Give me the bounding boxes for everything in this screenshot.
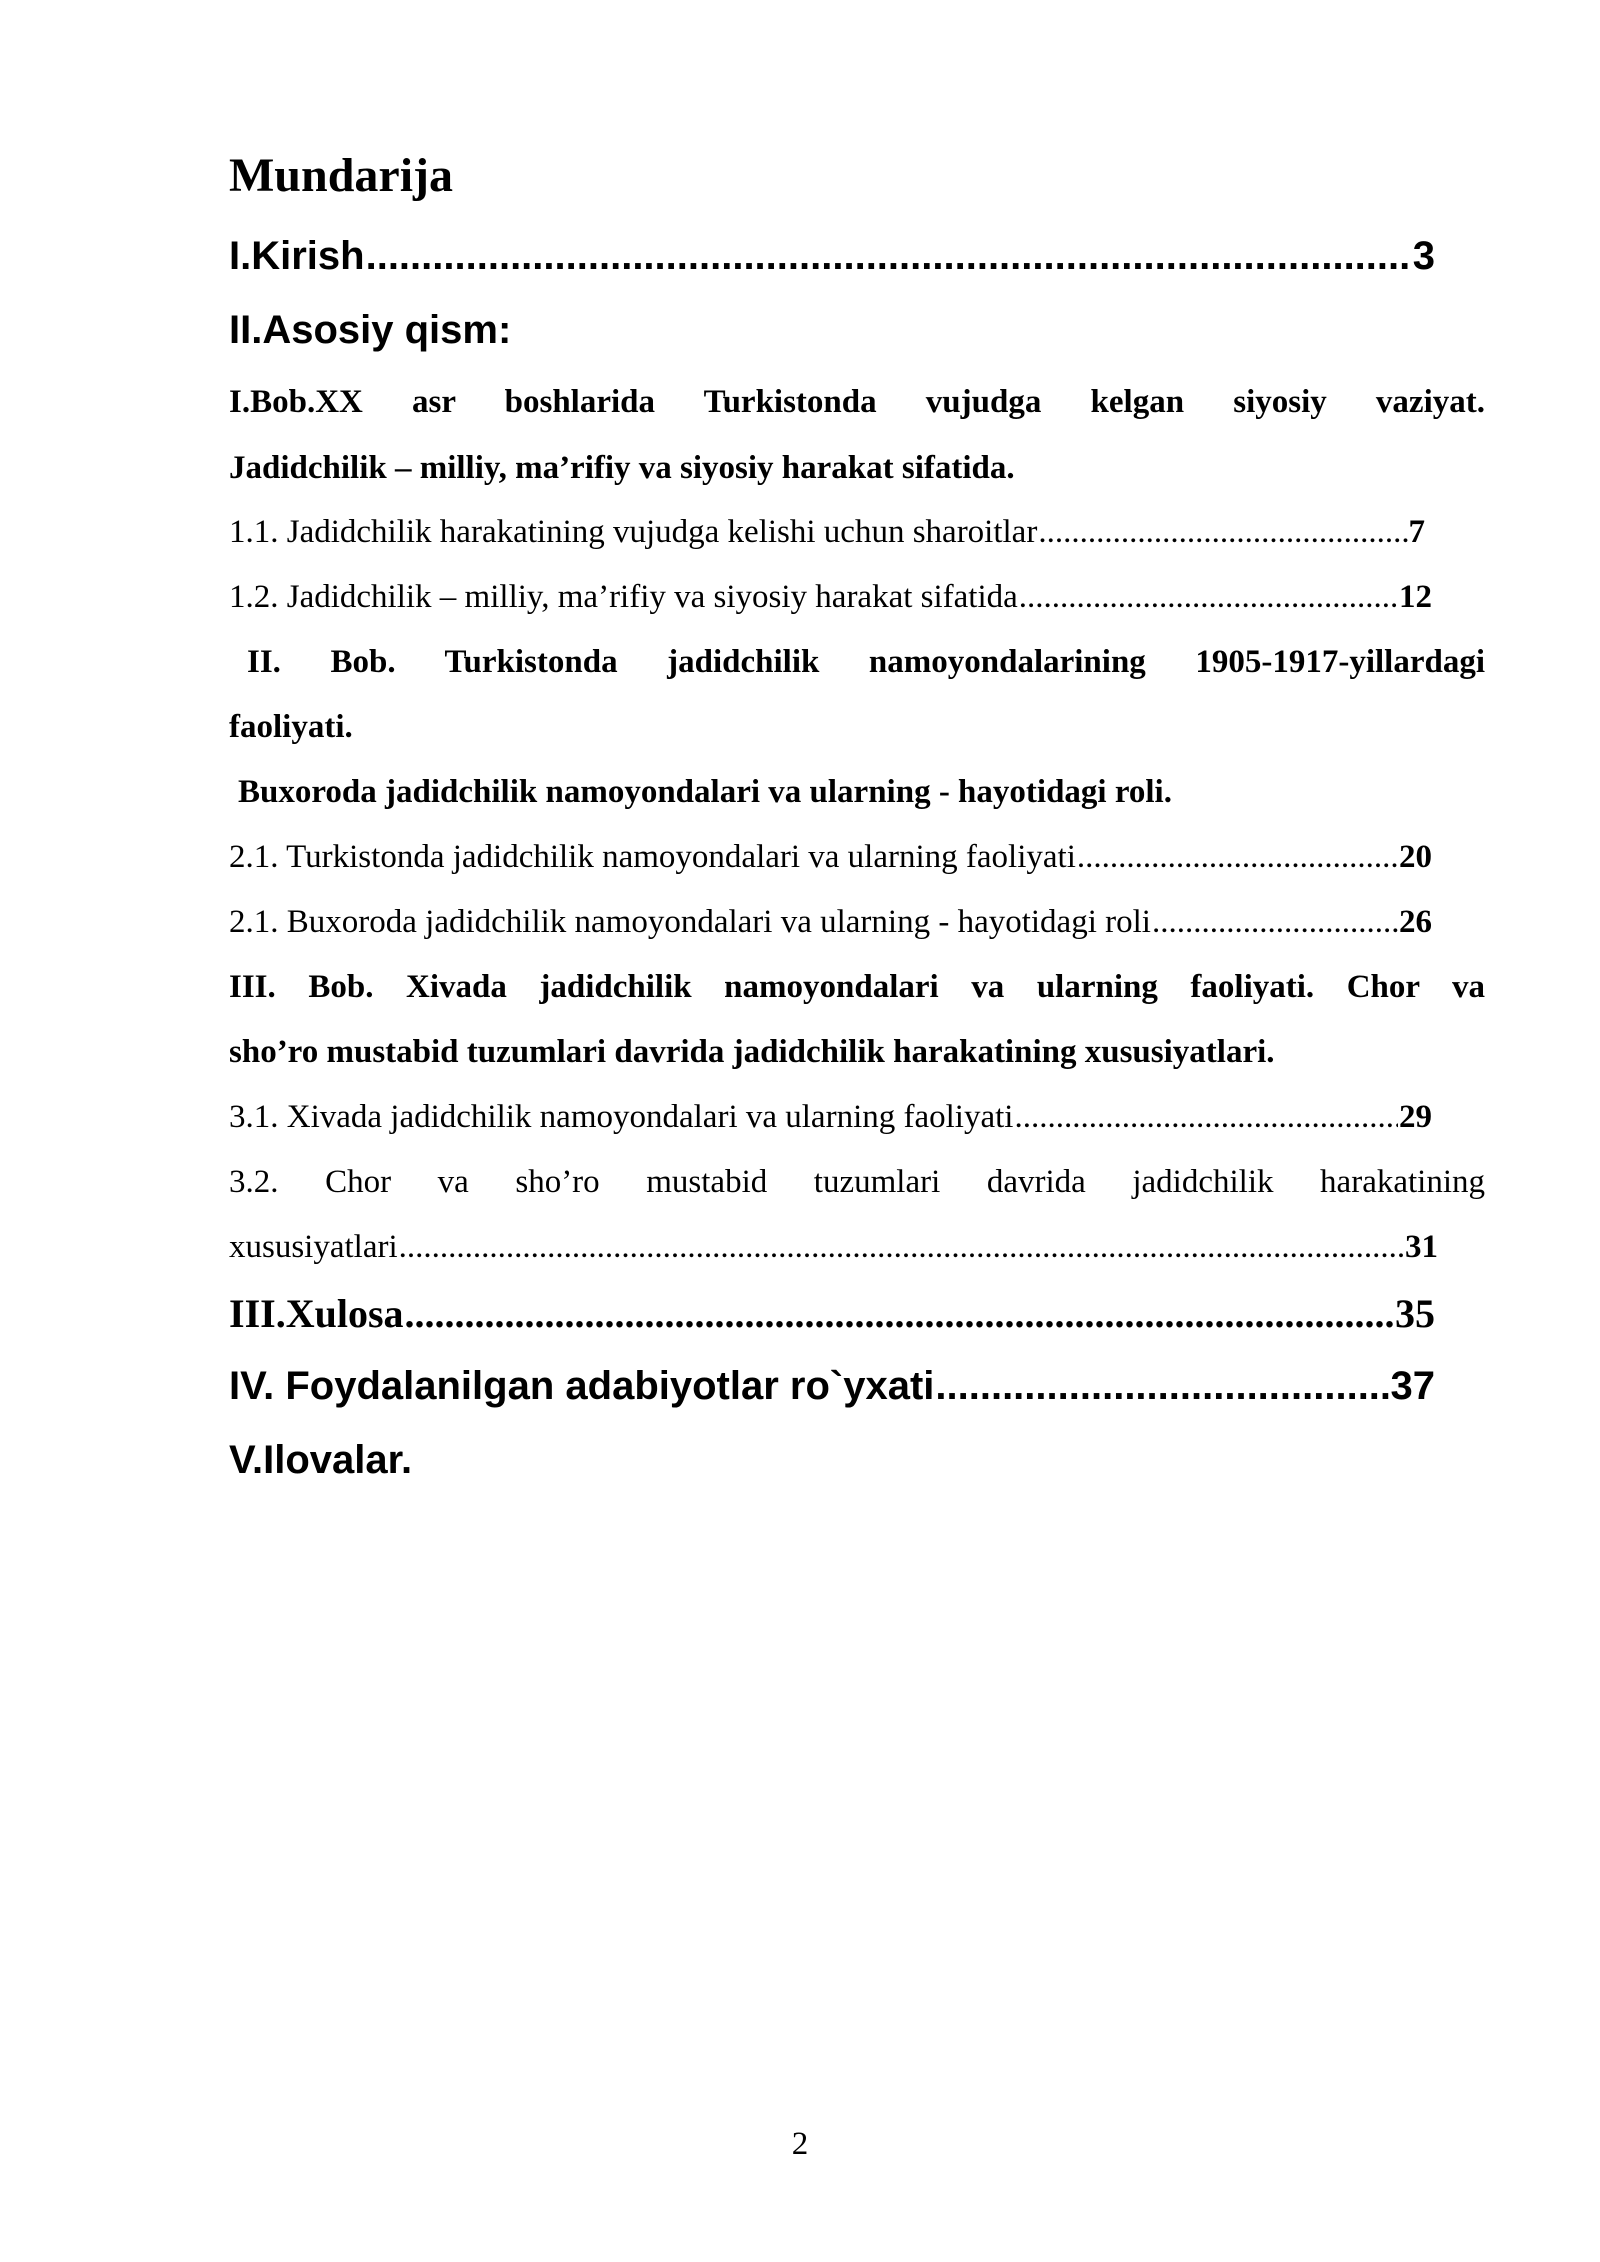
entry-label: 2.1. Buxoroda jadidchilik namoyondalari va ularning - hayotidagi roli	[229, 904, 1151, 940]
entry-label: III.Xulosa	[229, 1291, 404, 1336]
entry-label: 3.1. Xivada jadidchilik namoyondalari va ularning faoliyati	[229, 1099, 1014, 1135]
dot-leader	[405, 1290, 1394, 1337]
dot-leader	[1038, 514, 1407, 551]
entry-page: 29	[1399, 1099, 1432, 1135]
entry-label: 2.1. Turkistonda jadidchilik namoyondalari va ularning faoliyati	[229, 839, 1076, 875]
entry-label: 1.2. Jadidchilik – milliy, ma’rifiy va siyosiy harakat sifatida	[229, 579, 1018, 615]
chapter-2-title-line1: II. Bob. Turkistonda jadidchilik namoyondalarining 1905-1917-yillardagi	[247, 644, 1485, 680]
dot-leader	[935, 1364, 1389, 1409]
chapter-2-title-line3: Buxoroda jadidchilik namoyondalari va ularning - hayotidagi roli.	[238, 774, 1172, 810]
dot-leader	[1077, 839, 1398, 876]
chapter-3-title-line1: III. Bob. Xivada jadidchilik namoyondalari va ularning faoliyati. Chor va	[229, 969, 1485, 1005]
entry-page: 3	[1412, 234, 1435, 278]
entry-page: 20	[1399, 839, 1432, 875]
chapter-2-title-line2: faoliyati.	[229, 709, 353, 745]
entry-page: 31	[1405, 1229, 1438, 1265]
dot-leader	[366, 234, 1412, 279]
chapter-1-title-line2: Jadidchilik – milliy, ma’rifiy va siyosiy harakat sifatida.	[229, 450, 1015, 486]
toc-entry-1-2[interactable]	[229, 579, 1432, 616]
toc-entry-2-2[interactable]	[229, 904, 1432, 941]
dot-leader	[1152, 904, 1398, 941]
entry-page: 12	[1399, 579, 1432, 615]
chapter-3-title-line2: sho’ro mustabid tuzumlari davrida jadidchilik harakatining xususiyatlari.	[229, 1034, 1275, 1070]
toc-entry-2-1[interactable]	[229, 839, 1432, 876]
dot-leader	[399, 1229, 1404, 1266]
toc-title: Mundarija	[229, 149, 454, 202]
toc-entry-3-1[interactable]	[229, 1099, 1432, 1136]
dot-leader	[1019, 579, 1398, 616]
toc-entry-xulosa[interactable]	[229, 1290, 1435, 1337]
toc-entry-kirish[interactable]	[229, 234, 1435, 279]
toc-entry-adabiyotlar[interactable]	[229, 1364, 1435, 1409]
chapter-1-title-line1: I.Bob.XX asr boshlarida Turkistonda vujudga kelgan siyosiy vaziyat.	[229, 384, 1485, 420]
toc-entry-3-2-line1[interactable]: 3.2. Chor va sho’ro mustabid tuzumlari davrida jadidchilik harakatining	[229, 1164, 1485, 1200]
entry-label: 1.1. Jadidchilik harakatining vujudga kelishi uchun sharoitlar	[229, 514, 1038, 550]
page-number: 2	[791, 2126, 809, 2162]
entry-label: I.Kirish	[229, 234, 365, 278]
entry-page: 37	[1390, 1364, 1435, 1408]
toc-entry-ilovalar[interactable]: V.Ilovalar.	[229, 1438, 413, 1482]
entry-page: 35	[1395, 1291, 1435, 1336]
entry-label: xususiyatlari	[229, 1229, 398, 1265]
dot-leader	[1014, 1099, 1398, 1136]
toc-entry-1-1[interactable]	[229, 514, 1425, 551]
toc-entry-3-2[interactable]	[229, 1229, 1438, 1266]
entry-page: 26	[1399, 904, 1432, 940]
entry-page: 7	[1408, 514, 1425, 550]
toc-section-asosiy: II.Asosiy qism:	[229, 308, 512, 352]
entry-label: IV. Foydalanilgan adabiyotlar ro`yxati	[229, 1364, 935, 1408]
